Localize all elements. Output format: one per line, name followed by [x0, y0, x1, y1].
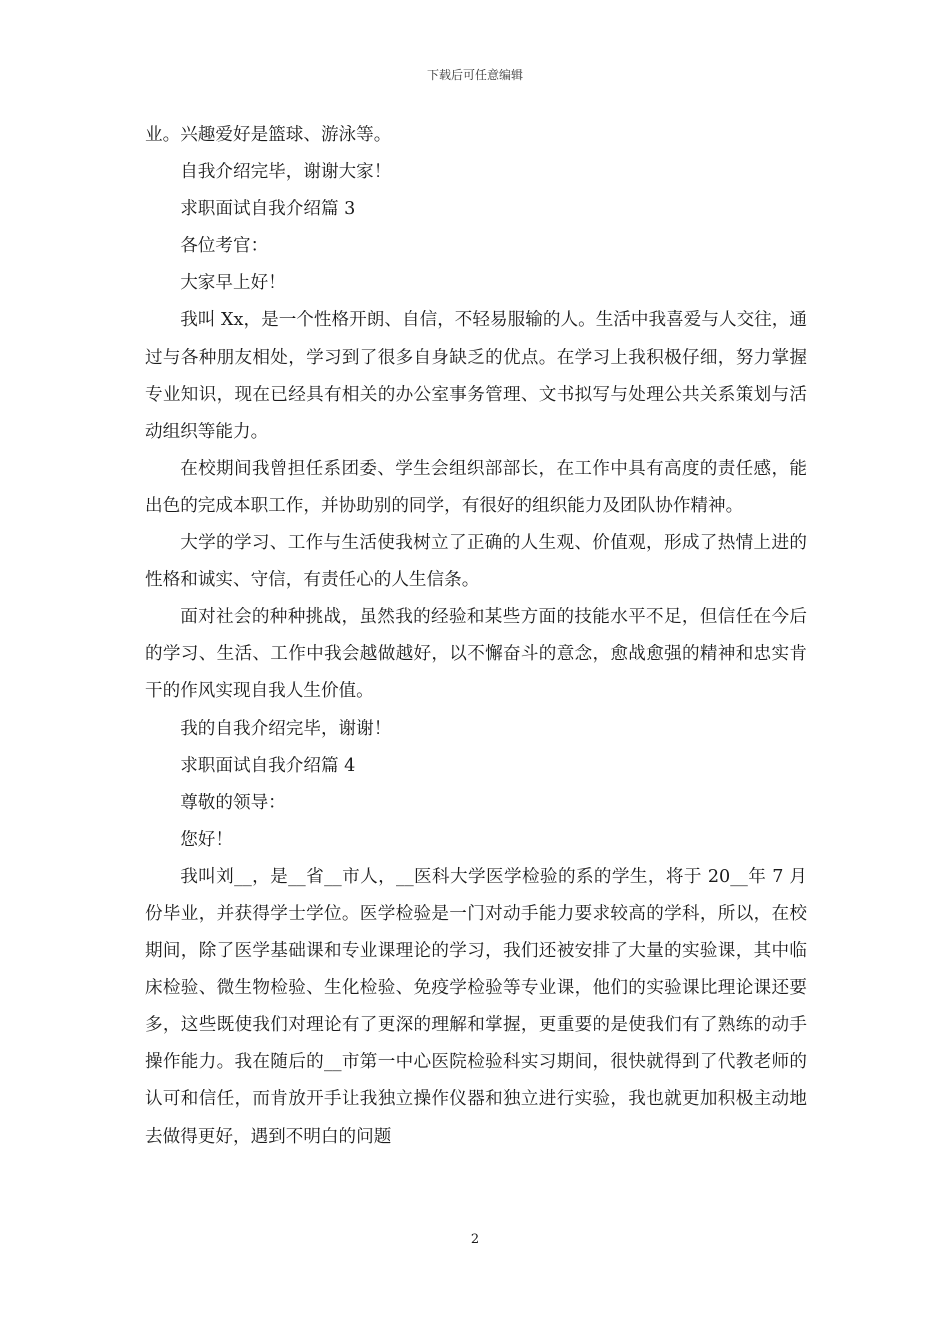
page-header: 下载后可任意编辑: [426, 68, 523, 82]
section-heading: 求职面试自我介绍篇 4: [180, 755, 356, 776]
paragraph: 在校期间我曾担任系团委、学生会组织部部长，在工作中具有高度的责任感，能出色的完成本职工作，并协助别的同学，有很好的组织能力及团队协作精神。: [145, 458, 807, 516]
document-body: [145, 117, 807, 1156]
paragraph: 我叫 Xx，是一个性格开朗、自信，不轻易服输的人。生活中我喜爱与人交往，通过与各种朋友相处，学习到了很多自身缺乏的优点。在学习上我积极仔细，努力掌握专业知识，现在已经具有相关的办公室事务管理、文书拟写与处理公共关系策划与活动组织等能力。: [145, 310, 807, 442]
paragraph: 我叫刘__，是__省__市人，__医科大学医学检验的系的学生，将于 20__年 7 月份毕业，并获得学士学位。医学检验是一门对动手能力要求较高的学科，所以，在校期间，除了医学基础课和专业课理论的学习，我们还被安排了大量的实验课，其中临床检验、微生物检验、生化检验、免疫学检验等专业课，他们的实验课比理论课还要多，这些既使我们对理论有了更深的理解和掌握，更重要的是使我们有了熟练的动手操作能力。我在随后的__市第一中心医院检验科实习期间，很快就得到了代教老师的认可和信任，而肯放开手让我独立操作仪器和独立进行实验，我也就更加积极主动地去做得更好，遇到不明白的问题: [145, 866, 807, 1147]
section-heading: 求职面试自我介绍篇 3: [180, 199, 356, 220]
paragraph: 我的自我介绍完毕，谢谢！: [180, 718, 392, 739]
paragraph: 自我介绍完毕，谢谢大家！: [180, 162, 392, 183]
paragraph: 业。兴趣爱好是篮球、游泳等。: [145, 125, 392, 145]
paragraph: 面对社会的种种挑战，虽然我的经验和某些方面的技能水平不足，但信任在今后的学习、生活、工作中我会越做越好，以不懈奋斗的意念，愈战愈强的精神和忠实肯干的作风实现自我人生价值。: [145, 607, 807, 702]
salutation: 尊敬的领导：: [180, 792, 286, 813]
greeting: 大家早上好！: [180, 273, 286, 294]
paragraph: 大学的学习、工作与生活使我树立了正确的人生观、价值观，形成了热情上进的性格和诚实、守信，有责任心的人生信条。: [145, 533, 807, 591]
greeting: 您好！: [180, 829, 233, 850]
salutation: 各位考官：: [180, 236, 269, 257]
page-number: 2: [470, 1232, 480, 1247]
